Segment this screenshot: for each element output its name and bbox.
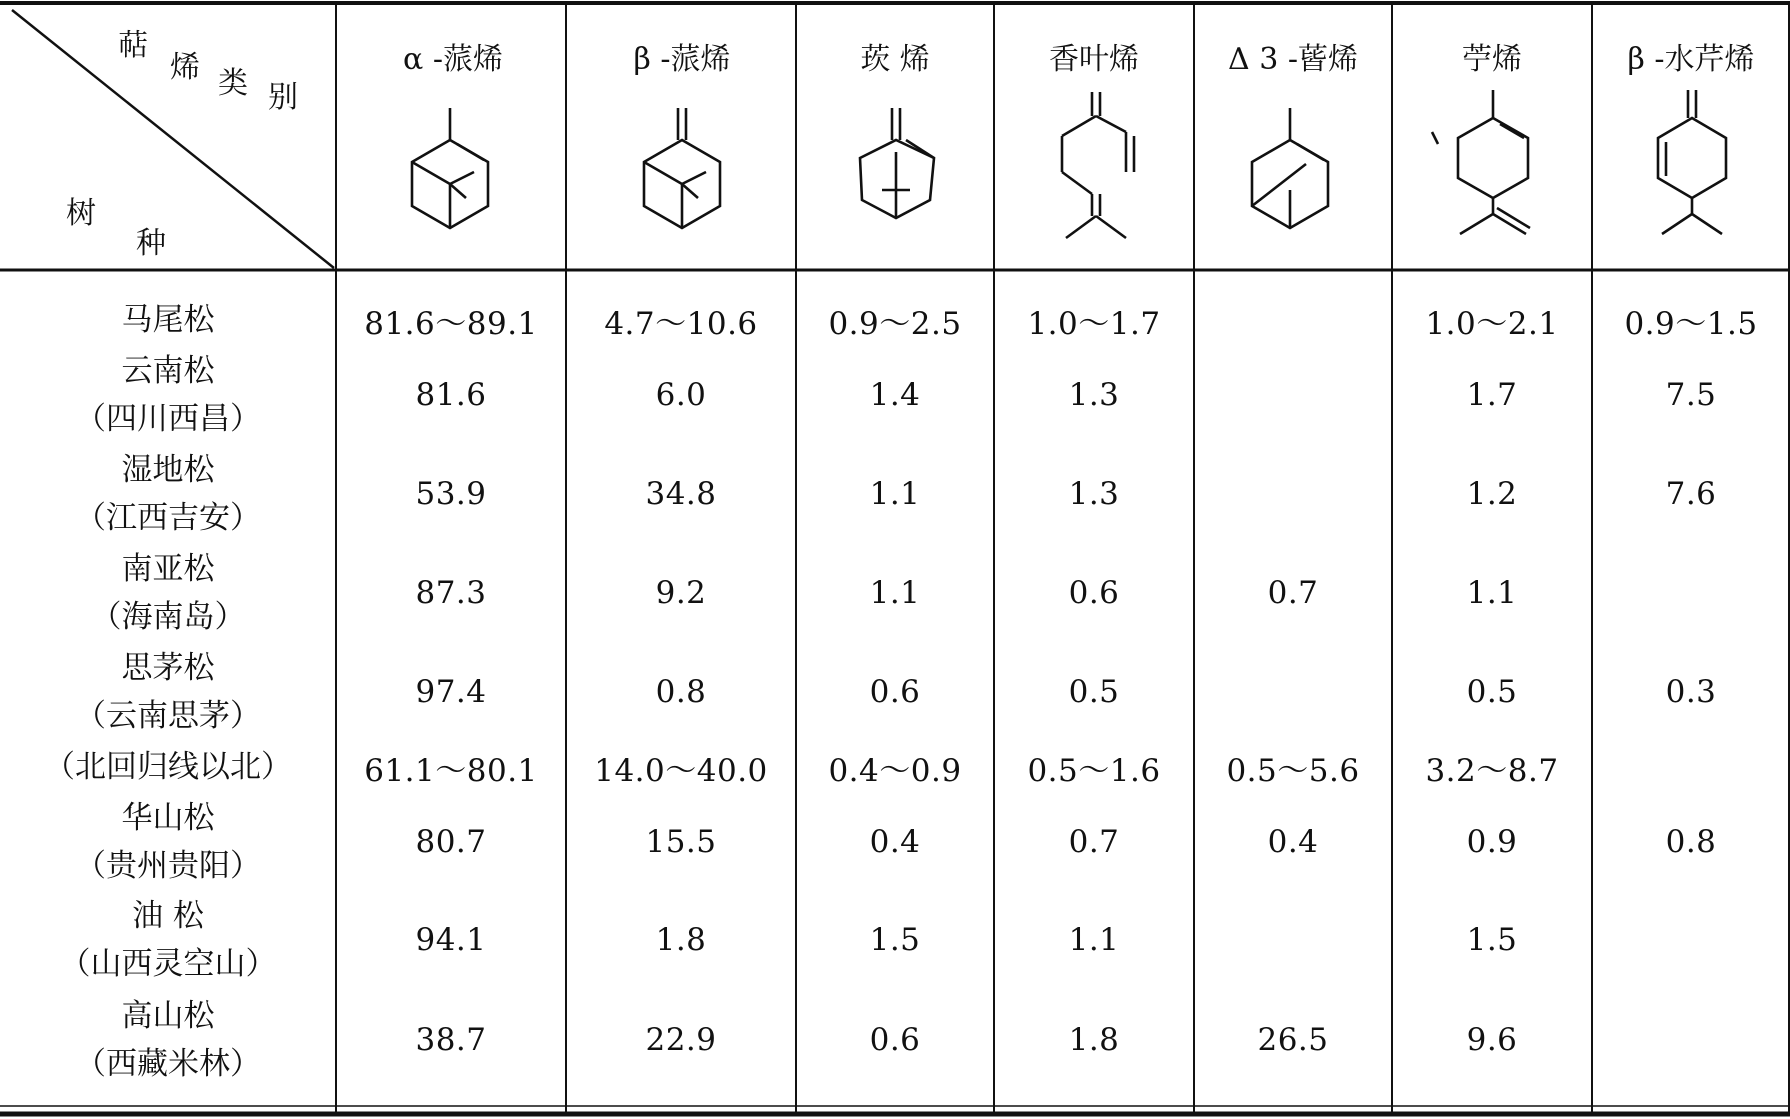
- value-cell: 0.5～5.6: [1226, 752, 1360, 789]
- value-cell: 0.5～1.6: [1027, 752, 1161, 789]
- tree-species-name: 思茅松: [121, 650, 215, 686]
- value-cell: [1592, 1016, 1790, 1064]
- value-cell: 0.6: [1068, 575, 1120, 611]
- value-cell: 7.5: [1665, 377, 1717, 413]
- value-cell: [1194, 470, 1392, 518]
- value-cell: 94.1: [415, 922, 487, 958]
- column-header-limonene: 苧烯: [1462, 42, 1522, 77]
- value-cell: [1592, 569, 1790, 617]
- value-cell: 1.5: [1466, 922, 1518, 958]
- beta-phellandrene-structure-icon: [1626, 86, 1756, 246]
- value-cell: 22.9: [645, 1022, 717, 1058]
- column-header-myrcene: 香叶烯: [1049, 42, 1139, 77]
- value-cell: [1592, 743, 1790, 791]
- row-species-label: [40, 644, 296, 740]
- value-cell: 0.7: [1267, 575, 1319, 611]
- tree-species-name: 马尾松: [121, 302, 215, 338]
- value-cell: 34.8: [645, 476, 717, 512]
- camphene-structure-icon: [846, 100, 946, 230]
- value-cell: 0.4～0.9: [828, 752, 962, 789]
- tree-species-name: 华山松: [121, 800, 215, 836]
- column-header-delta3-carene: Δ 3 -蒈烯: [1228, 42, 1358, 77]
- value-cell: 1.1: [1068, 922, 1120, 958]
- tree-species-region: （海南岛）: [90, 599, 246, 635]
- value-cell: 9.6: [1466, 1022, 1518, 1058]
- value-cell: 6.0: [655, 377, 707, 413]
- tree-species-name: 油 松: [132, 898, 204, 934]
- value-cell: 1.3: [1068, 476, 1120, 512]
- value-cell: 0.8: [1665, 824, 1717, 860]
- value-cell: [1194, 916, 1392, 964]
- column-header-beta-pinene: β -蒎烯: [633, 42, 731, 77]
- value-cell: [1194, 371, 1392, 419]
- value-cell: 0.4: [1267, 824, 1319, 860]
- alpha-pinene-structure-icon: [400, 100, 500, 240]
- tree-species-name: 南亚松: [121, 551, 215, 587]
- beta-pinene-structure-icon: [632, 100, 732, 240]
- corner-category-char-3: 类: [218, 66, 248, 101]
- value-cell: 14.0～40.0: [594, 752, 768, 789]
- limonene-structure-icon: [1418, 86, 1568, 246]
- value-cell: 81.6～89.1: [364, 305, 538, 342]
- value-cell: 0.9～2.5: [828, 305, 962, 342]
- tree-species-region: （江西吉安）: [75, 500, 261, 536]
- row-species-label: [40, 992, 296, 1088]
- value-cell: 1.7: [1466, 377, 1518, 413]
- tree-species-region: （贵州贵阳）: [75, 848, 261, 884]
- column-header-camphene: 莰 烯: [860, 42, 930, 77]
- value-cell: 15.5: [645, 824, 717, 860]
- value-cell: 1.2: [1466, 476, 1518, 512]
- row-species-label: [40, 545, 296, 641]
- myrcene-structure-icon: [1040, 86, 1150, 246]
- value-cell: 61.1～80.1: [364, 752, 538, 789]
- row-species-label: [40, 347, 296, 443]
- value-cell: 0.9～1.5: [1624, 305, 1758, 342]
- value-cell: 1.1: [869, 575, 921, 611]
- value-cell: 0.9: [1466, 824, 1518, 860]
- value-cell: 3.2～8.7: [1425, 752, 1559, 789]
- tree-species-region: （西藏米林）: [75, 1046, 261, 1082]
- tree-species-region: （山西灵空山）: [59, 946, 277, 982]
- value-cell: 0.5: [1068, 674, 1120, 710]
- value-cell: 0.3: [1665, 674, 1717, 710]
- row-species-label: [40, 892, 296, 988]
- corner-category-char-2: 烯: [170, 50, 200, 85]
- value-cell: 1.1: [869, 476, 921, 512]
- value-cell: 0.8: [655, 674, 707, 710]
- value-cell: 1.1: [1466, 575, 1518, 611]
- corner-category-char-1: 萜: [118, 28, 148, 63]
- value-cell: 1.3: [1068, 377, 1120, 413]
- value-cell: [1194, 668, 1392, 716]
- value-cell: 0.6: [869, 1022, 921, 1058]
- value-cell: 7.6: [1665, 476, 1717, 512]
- value-cell: 0.6: [869, 674, 921, 710]
- value-cell: [1592, 916, 1790, 964]
- value-cell: 1.8: [655, 922, 707, 958]
- value-cell: 0.5: [1466, 674, 1518, 710]
- row-species-label: [40, 743, 296, 791]
- corner-category-char-4: 别: [268, 80, 298, 115]
- value-cell: 81.6: [415, 377, 487, 413]
- tree-species-name: 云南松: [121, 353, 215, 389]
- value-cell: 9.2: [655, 575, 707, 611]
- value-cell: [1194, 296, 1392, 344]
- column-header-alpha-pinene: α -蒎烯: [403, 42, 503, 77]
- tree-species-region: （四川西昌）: [75, 401, 261, 437]
- value-cell: 87.3: [415, 575, 487, 611]
- tree-species-name: 高山松: [121, 998, 215, 1034]
- row-species-label: [40, 296, 296, 344]
- value-cell: 1.4: [869, 377, 921, 413]
- tree-species-name: 湿地松: [121, 452, 215, 488]
- tree-species-region: （云南思茅）: [75, 698, 261, 734]
- row-species-label: [40, 794, 296, 890]
- value-cell: 38.7: [415, 1022, 487, 1058]
- value-cell: 0.4: [869, 824, 921, 860]
- value-cell: 1.0～1.7: [1027, 305, 1161, 342]
- value-cell: 0.7: [1068, 824, 1120, 860]
- value-cell: 53.9: [415, 476, 487, 512]
- row-species-label: [40, 446, 296, 542]
- value-cell: 4.7～10.6: [604, 305, 758, 342]
- value-cell: 1.5: [869, 922, 921, 958]
- value-cell: 97.4: [415, 674, 487, 710]
- value-cell: 80.7: [415, 824, 487, 860]
- tree-species-region: （北回归线以北）: [44, 749, 292, 785]
- value-cell: 1.0～2.1: [1425, 305, 1559, 342]
- corner-species-char-2: 种: [136, 226, 166, 261]
- value-cell: 1.8: [1068, 1022, 1120, 1058]
- column-header-beta-phellandrene: β -水芹烯: [1627, 42, 1755, 77]
- value-cell: 26.5: [1257, 1022, 1329, 1058]
- delta3-carene-structure-icon: [1240, 100, 1340, 240]
- corner-species-char-1: 树: [66, 196, 96, 231]
